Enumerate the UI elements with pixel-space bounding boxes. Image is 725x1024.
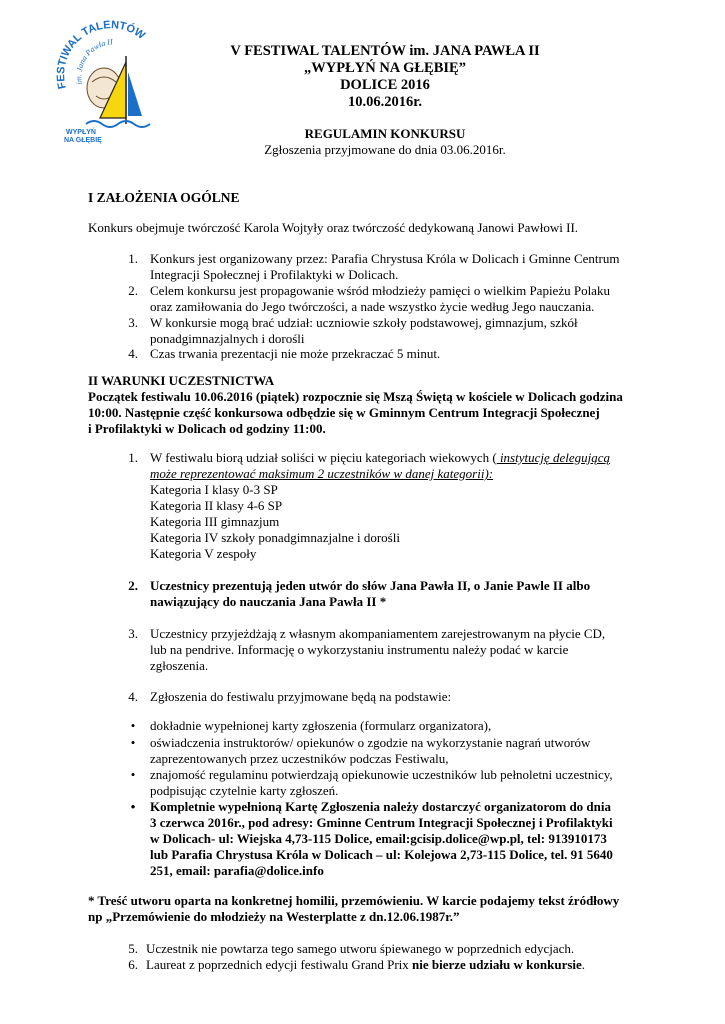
bullet-text: 3 czerwca 2016r., pod adresy: Gminne Centrum Integracji Społecznej i Profilaktyki [150, 815, 613, 830]
festival-logo [56, 18, 162, 144]
list-number: 6. [128, 957, 138, 972]
laureat-exclusion: nie bierze udziału w konkursie [412, 957, 582, 972]
section-2-para: Początek festiwalu 10.06.2016 (piątek) rozpocznie się Mszą Świętą w kościele w Dolicach godzina [88, 389, 623, 404]
list-number: 1. [128, 450, 138, 465]
list-number: 2. [128, 283, 138, 298]
festival-place-year: DOLICE 2016 [340, 77, 430, 93]
list-item-text: Uczestnicy prezentują jeden utwór do słów Jana Pawła II, o Janie Pawle II albo [150, 578, 591, 593]
list-item-text: nawiązujący do nauczania Jana Pawła II * [150, 594, 387, 609]
footnote: np „Przemówienie do młodzieży na Westerplatte z dn.12.06.1987r.” [88, 909, 460, 924]
logo-arc-title: FESTIWAL TALENTÓW [56, 19, 148, 90]
list-item-text: Czas trwania prezentacji nie może przekraczać 5 minut. [150, 346, 441, 361]
list-item-text: zgłoszenia. [150, 658, 209, 673]
list-number: 4. [128, 346, 138, 361]
bullet-icon: • [130, 735, 136, 750]
festival-title: V FESTIWAL TALENTÓW im. JANA PAWŁA II [230, 43, 540, 59]
list-item-text: Integracji Społecznej i Profilaktyki w Dolicach. [150, 267, 399, 282]
section-2-para: 10:00. Następnie część konkursowa odbędzie się w Gminnym Centrum Integracji Społecznej [88, 405, 600, 420]
sailboat-logo-icon [56, 18, 162, 144]
category-item: Kategoria IV szkoły ponadgimnazjalne i dorośli [150, 530, 400, 545]
laureat-tail: . [581, 957, 586, 972]
section-1-title: I ZAŁOŻENIA OGÓLNE [88, 190, 240, 205]
logo-arc-subtitle: im. Jana Pawła II [74, 37, 114, 86]
bullet-text: zaprezentowanych przez uczestników podczas Festiwalu, [150, 751, 449, 766]
bullet-text: 251, email: parafia@dolice.info [150, 863, 324, 878]
bullet-text: lub Parafia Chrystusa Króla w Dolicach – ul: Kolejowa 2,73-115 Dolice, tel. 91 5640 [150, 847, 613, 862]
category-item: Kategoria I klasy 0-3 SP [150, 482, 278, 497]
list-number: 3. [128, 315, 138, 330]
category-item: Kategoria V zespoły [150, 546, 257, 561]
section-2-para: i Profilaktyki w Dolicach od godziny 11:00. [88, 421, 326, 436]
list-number: 4. [128, 689, 138, 704]
list-item-text: W konkursie mogą brać udział: uczniowie szkoły podstawowej, gimnazjum, szkół [150, 315, 578, 330]
laureat-lead: Laureat z poprzednich edycji festiwalu Grand Prix [146, 957, 413, 972]
section-1-intro: Konkurs obejmuje twórczość Karola Wojtyły oraz twórczość dedykowaną Janowi Pawłowi II. [88, 220, 579, 235]
list-item-text [146, 957, 585, 973]
list-item-text: Zgłoszenia do festiwalu przyjmowane będą na podstawie: [150, 689, 452, 704]
list-number: 3. [128, 626, 138, 641]
category-item: Kategoria II klasy 4-6 SP [150, 498, 283, 513]
list-item-text: oraz zamiłowania do Jego twórczości, a nade wszystko życie według Jego nauczania. [150, 299, 595, 314]
list-item-text: ponadgimnazjalnych i dorośli [150, 331, 305, 346]
bullet-text: dokładnie wypełnionej karty zgłoszenia (formularz organizatora), [150, 718, 492, 733]
bullet-icon: • [130, 799, 136, 814]
bullet-text: w Dolicach- ul: Wiejska 4,73-115 Dolice, email:gcisip.dolice@wp.pl, tel: 913910173 [150, 831, 607, 846]
deadline-note: Zgłoszenia przyjmowane do dnia 03.06.2016r. [264, 142, 506, 157]
bullet-icon: • [130, 767, 136, 782]
bullet-text: oświadczenia instruktorów/ opiekunów o zgodzie na wykorzystanie nagrań utworów [150, 735, 591, 750]
festival-date: 10.06.2016r. [348, 94, 422, 110]
logo-tagline-2: NA GŁĘBIĘ [64, 137, 102, 144]
list-number: 5. [128, 941, 138, 956]
list-item-text: lub na pendrive. Informację o wykorzystaniu instrumentu należy podać w karcie [150, 642, 569, 657]
bullet-icon: • [130, 718, 136, 733]
bullet-text: znajomość regulaminu potwierdzają opiekunowie uczestników lub pełnoletni uczestnicy, [150, 767, 613, 782]
list-item-text: Uczestnik nie powtarza tego samego utworu śpiewanego w poprzednich edycjach. [146, 941, 575, 956]
categories-lead: W festiwalu biorą udział soliści w pięciu kategoriach wiekowych ( [150, 450, 497, 465]
category-item: Kategoria III gimnazjum [150, 514, 280, 529]
delegation-note: może reprezentować maksimum 2 uczestników w danej kategorii): [150, 466, 494, 481]
list-item-text: Konkurs jest organizowany przez: Parafia Chrystusa Króla w Dolicach i Gminne Centrum [150, 251, 620, 266]
list-item-text: Celem konkursu jest propagowanie wśród młodzieży pamięci o wielkim Papieżu Polaku [150, 283, 610, 298]
delegation-note: instytucję delegującą [496, 450, 611, 465]
list-item-text [150, 450, 610, 466]
bullet-text: podpisując czytelnie karty zgłoszeń. [150, 783, 339, 798]
list-number: 1. [128, 251, 138, 266]
bullet-text: Kompletnie wypełnioną Kartę Zgłoszenia należy dostarczyć organizatorom do dnia [150, 799, 611, 814]
list-item-text: Uczestnicy przyjeżdżają z własnym akompaniamentem zarejestrowanym na płycie CD, [150, 626, 606, 641]
list-number: 2. [128, 578, 138, 593]
regulation-title: REGULAMIN KONKURSU [304, 126, 466, 141]
footnote: * Treść utworu oparta na konkretnej homilii, przemówieniu. W karcie podajemy tekst źródłowy [88, 893, 620, 908]
section-2-title: II WARUNKI UCZESTNICTWA [88, 373, 275, 388]
logo-tagline-1: WYPŁYŃ [66, 129, 96, 136]
festival-motto: „WYPŁYŃ NA GŁĘBIĘ” [304, 60, 466, 76]
